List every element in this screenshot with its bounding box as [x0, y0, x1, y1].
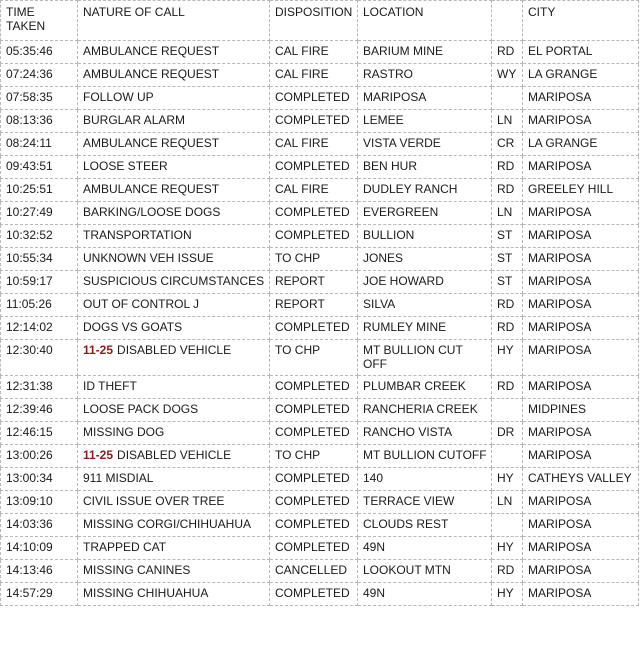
nature-text: AMBULANCE REQUEST	[83, 182, 220, 196]
table-row	[1, 376, 639, 399]
nature-text: MISSING CORGI/CHIHUAHUA	[83, 517, 252, 531]
table-row	[1, 133, 639, 156]
cell-location: SILVA	[358, 294, 492, 317]
cell-nature	[78, 537, 270, 560]
cell-disposition: TO CHP	[270, 248, 358, 271]
table-row	[1, 537, 639, 560]
nature-text: TRAPPED CAT	[83, 540, 167, 554]
cell-location: JOE HOWARD	[358, 271, 492, 294]
call-code: 11-25	[83, 343, 114, 357]
table-row	[1, 156, 639, 179]
cell-disposition: COMPLETED	[270, 225, 358, 248]
cell-location: BARIUM MINE	[358, 41, 492, 64]
cell-time: 10:27:49	[1, 202, 78, 225]
cell-street-suffix	[492, 514, 523, 537]
table-row	[1, 468, 639, 491]
table-header	[1, 1, 639, 41]
cell-disposition: COMPLETED	[270, 491, 358, 514]
cell-disposition: CAL FIRE	[270, 133, 358, 156]
cell-nature	[78, 514, 270, 537]
cell-street-suffix: RD	[492, 156, 523, 179]
cell-location: CLOUDS REST	[358, 514, 492, 537]
cell-nature	[78, 468, 270, 491]
cell-street-suffix: LN	[492, 491, 523, 514]
table-row	[1, 491, 639, 514]
cell-street-suffix	[492, 445, 523, 468]
cell-disposition: COMPLETED	[270, 583, 358, 606]
cell-disposition: CAL FIRE	[270, 179, 358, 202]
cell-nature	[78, 271, 270, 294]
table-row	[1, 179, 639, 202]
table-row	[1, 225, 639, 248]
cell-street-suffix: RD	[492, 317, 523, 340]
cell-street-suffix	[492, 87, 523, 110]
table-row	[1, 110, 639, 133]
cell-disposition: COMPLETED	[270, 202, 358, 225]
cell-nature	[78, 422, 270, 445]
cell-street-suffix: WY	[492, 64, 523, 87]
header-location: LOCATION	[358, 1, 492, 41]
cell-city: MIDPINES	[523, 399, 639, 422]
table-row	[1, 583, 639, 606]
cell-location: RASTRO	[358, 64, 492, 87]
table-row	[1, 514, 639, 537]
cell-nature	[78, 317, 270, 340]
cell-city: LA GRANGE	[523, 64, 639, 87]
cell-location: MT BULLION CUTOFF	[358, 445, 492, 468]
cell-disposition: COMPLETED	[270, 376, 358, 399]
cell-street-suffix: DR	[492, 422, 523, 445]
table-row	[1, 560, 639, 583]
cell-location: DUDLEY RANCH	[358, 179, 492, 202]
cell-time: 10:32:52	[1, 225, 78, 248]
cell-nature	[78, 294, 270, 317]
cell-time: 11:05:26	[1, 294, 78, 317]
header-city: CITY	[523, 1, 639, 41]
nature-text: AMBULANCE REQUEST	[83, 136, 220, 150]
cell-time: 12:31:38	[1, 376, 78, 399]
cell-city: MARIPOSA	[523, 156, 639, 179]
cell-location: VISTA VERDE	[358, 133, 492, 156]
cell-time: 10:59:17	[1, 271, 78, 294]
cell-time: 12:46:15	[1, 422, 78, 445]
cell-city: GREELEY HILL	[523, 179, 639, 202]
cell-street-suffix: RD	[492, 376, 523, 399]
nature-text: 911 MISDIAL	[83, 471, 154, 485]
cell-location: MARIPOSA	[358, 87, 492, 110]
cell-time: 05:35:46	[1, 41, 78, 64]
cell-disposition: TO CHP	[270, 445, 358, 468]
nature-text: MISSING CANINES	[83, 563, 191, 577]
cell-city: MARIPOSA	[523, 110, 639, 133]
cell-location: BULLION	[358, 225, 492, 248]
cell-disposition: TO CHP	[270, 340, 358, 376]
cell-city: MARIPOSA	[523, 514, 639, 537]
nature-text: LOOSE PACK DOGS	[83, 402, 199, 416]
nature-text: AMBULANCE REQUEST	[83, 44, 220, 58]
table-row	[1, 294, 639, 317]
cell-nature	[78, 248, 270, 271]
cell-city: MARIPOSA	[523, 583, 639, 606]
cell-city: LA GRANGE	[523, 133, 639, 156]
cell-nature	[78, 156, 270, 179]
cell-location: JONES	[358, 248, 492, 271]
cell-city: EL PORTAL	[523, 41, 639, 64]
cell-city: MARIPOSA	[523, 491, 639, 514]
cell-location: TERRACE VIEW	[358, 491, 492, 514]
table-row	[1, 87, 639, 110]
cell-time: 09:43:51	[1, 156, 78, 179]
table-row	[1, 202, 639, 225]
cell-nature	[78, 583, 270, 606]
cell-location: BEN HUR	[358, 156, 492, 179]
cell-street-suffix: LN	[492, 110, 523, 133]
cell-street-suffix: RD	[492, 41, 523, 64]
cell-time: 13:00:34	[1, 468, 78, 491]
cell-location: LEMEE	[358, 110, 492, 133]
cell-time: 08:24:11	[1, 133, 78, 156]
header-disposition: DISPOSITION	[270, 1, 358, 41]
cell-location: 49N	[358, 583, 492, 606]
cell-location: RANCHERIA CREEK	[358, 399, 492, 422]
cell-disposition: COMPLETED	[270, 317, 358, 340]
table-row	[1, 64, 639, 87]
cell-disposition: REPORT	[270, 271, 358, 294]
cell-location: LOOKOUT MTN	[358, 560, 492, 583]
cell-street-suffix: ST	[492, 225, 523, 248]
cell-disposition: COMPLETED	[270, 422, 358, 445]
cell-nature	[78, 179, 270, 202]
cell-location: MT BULLION CUT OFF	[358, 340, 492, 376]
nature-text: DOGS VS GOATS	[83, 320, 183, 334]
header-row	[1, 1, 639, 41]
cell-city: MARIPOSA	[523, 202, 639, 225]
cell-city: MARIPOSA	[523, 271, 639, 294]
table-row	[1, 340, 639, 376]
cell-nature	[78, 41, 270, 64]
nature-text: BARKING/LOOSE DOGS	[83, 205, 221, 219]
cell-street-suffix: HY	[492, 537, 523, 560]
cell-disposition: COMPLETED	[270, 468, 358, 491]
cell-city: MARIPOSA	[523, 537, 639, 560]
header-time-taken: TIME TAKEN	[1, 1, 78, 41]
cell-nature	[78, 376, 270, 399]
cell-time: 08:13:36	[1, 110, 78, 133]
nature-text: BURGLAR ALARM	[83, 113, 186, 127]
cell-city: MARIPOSA	[523, 340, 639, 376]
cell-location: 49N	[358, 537, 492, 560]
cell-nature	[78, 202, 270, 225]
cell-location: PLUMBAR CREEK	[358, 376, 492, 399]
table-row	[1, 41, 639, 64]
cell-nature	[78, 225, 270, 248]
cell-city: MARIPOSA	[523, 376, 639, 399]
cell-time: 07:24:36	[1, 64, 78, 87]
cell-nature	[78, 64, 270, 87]
table-row	[1, 248, 639, 271]
cell-disposition: COMPLETED	[270, 110, 358, 133]
table-body	[1, 41, 639, 606]
nature-text: OUT OF CONTROL J	[83, 297, 200, 311]
cell-disposition: CAL FIRE	[270, 64, 358, 87]
cell-disposition: COMPLETED	[270, 514, 358, 537]
cell-street-suffix	[492, 399, 523, 422]
cell-disposition: CANCELLED	[270, 560, 358, 583]
cell-time: 13:09:10	[1, 491, 78, 514]
cell-time: 14:03:36	[1, 514, 78, 537]
cell-city: MARIPOSA	[523, 560, 639, 583]
cell-nature	[78, 110, 270, 133]
nature-text: UNKNOWN VEH ISSUE	[83, 251, 214, 265]
call-code: 11-25	[83, 448, 114, 462]
cell-city: MARIPOSA	[523, 294, 639, 317]
table-row	[1, 317, 639, 340]
cell-time: 14:13:46	[1, 560, 78, 583]
cell-nature	[78, 87, 270, 110]
cell-nature	[78, 445, 270, 468]
cell-street-suffix: RD	[492, 560, 523, 583]
cell-time: 10:25:51	[1, 179, 78, 202]
cell-time: 14:10:09	[1, 537, 78, 560]
cell-city: MARIPOSA	[523, 445, 639, 468]
cell-street-suffix: RD	[492, 294, 523, 317]
cell-disposition: COMPLETED	[270, 399, 358, 422]
cell-city: MARIPOSA	[523, 422, 639, 445]
cell-nature	[78, 560, 270, 583]
table-row	[1, 271, 639, 294]
cell-city: CATHEYS VALLEY	[523, 468, 639, 491]
table-row	[1, 399, 639, 422]
cell-disposition: COMPLETED	[270, 156, 358, 179]
cell-street-suffix: CR	[492, 133, 523, 156]
cell-city: MARIPOSA	[523, 225, 639, 248]
cell-city: MARIPOSA	[523, 87, 639, 110]
cell-time: 13:00:26	[1, 445, 78, 468]
nature-text: SUSPICIOUS CIRCUMSTANCES	[83, 274, 265, 288]
cell-city: MARIPOSA	[523, 317, 639, 340]
cell-location: EVERGREEN	[358, 202, 492, 225]
cell-location: 140	[358, 468, 492, 491]
nature-text: FOLLOW UP	[83, 90, 154, 104]
header-nature-of-call: NATURE OF CALL	[78, 1, 270, 41]
cell-street-suffix: ST	[492, 271, 523, 294]
cell-nature	[78, 399, 270, 422]
nature-text: TRANSPORTATION	[83, 228, 192, 242]
cell-disposition: COMPLETED	[270, 537, 358, 560]
cell-disposition: CAL FIRE	[270, 41, 358, 64]
cell-location: RUMLEY MINE	[358, 317, 492, 340]
header-street-suffix	[492, 1, 523, 41]
table-row	[1, 422, 639, 445]
cell-street-suffix: HY	[492, 340, 523, 376]
cell-time: 14:57:29	[1, 583, 78, 606]
nature-text: AMBULANCE REQUEST	[83, 67, 220, 81]
cell-street-suffix: RD	[492, 179, 523, 202]
cell-disposition: REPORT	[270, 294, 358, 317]
cell-location: RANCHO VISTA	[358, 422, 492, 445]
cell-disposition: COMPLETED	[270, 87, 358, 110]
cell-time: 12:39:46	[1, 399, 78, 422]
nature-text: DISABLED VEHICLE	[117, 448, 232, 462]
nature-text: MISSING CHIHUAHUA	[83, 586, 209, 600]
cell-time: 10:55:34	[1, 248, 78, 271]
cell-time: 07:58:35	[1, 87, 78, 110]
nature-text: DISABLED VEHICLE	[117, 343, 232, 357]
cell-nature	[78, 133, 270, 156]
cell-time: 12:30:40	[1, 340, 78, 376]
table-row	[1, 445, 639, 468]
cell-street-suffix: LN	[492, 202, 523, 225]
cell-nature	[78, 340, 270, 376]
cell-street-suffix: HY	[492, 468, 523, 491]
nature-text: CIVIL ISSUE OVER TREE	[83, 494, 225, 508]
cell-city: MARIPOSA	[523, 248, 639, 271]
nature-text: LOOSE STEER	[83, 159, 168, 173]
cell-nature	[78, 491, 270, 514]
cell-street-suffix: ST	[492, 248, 523, 271]
nature-text: ID THEFT	[83, 379, 137, 393]
nature-text: MISSING DOG	[83, 425, 165, 439]
cell-time: 12:14:02	[1, 317, 78, 340]
cell-street-suffix: HY	[492, 583, 523, 606]
